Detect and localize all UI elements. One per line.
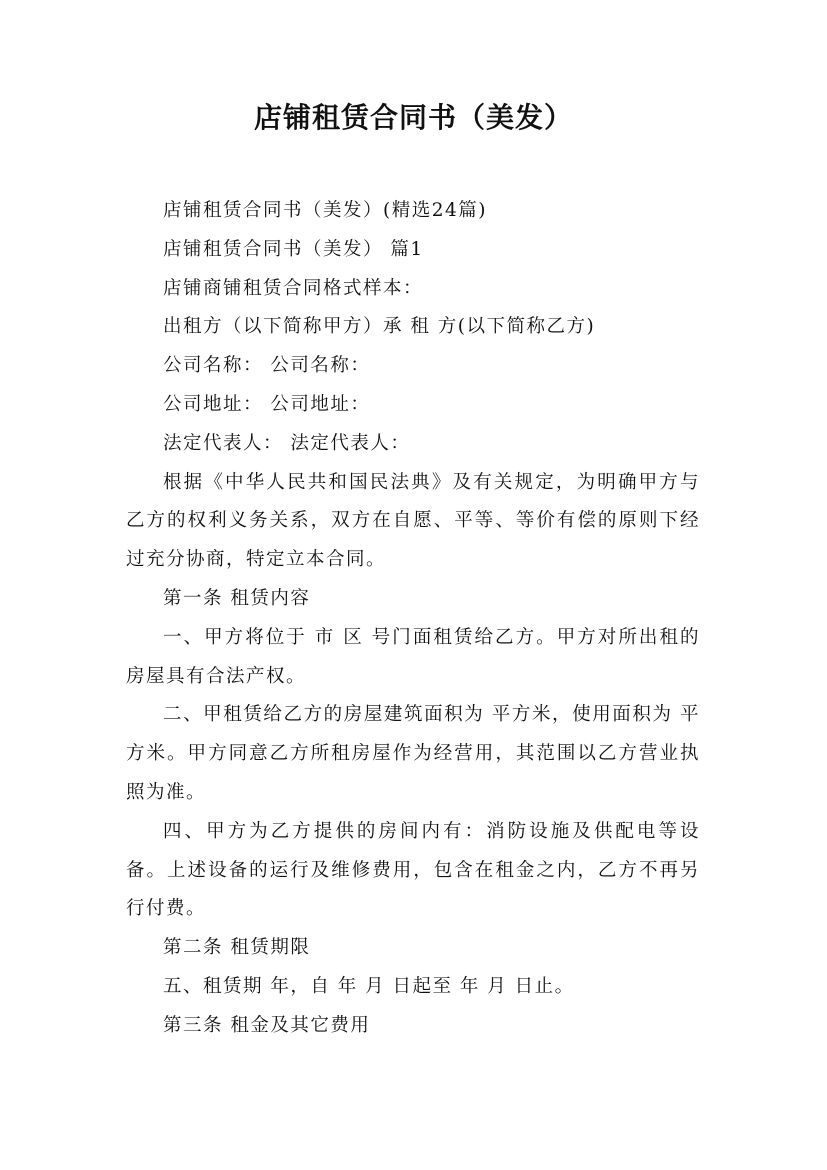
paragraph-6: 公司地址： 公司地址： bbox=[163, 393, 371, 415]
paragraph-5: 公司名称： 公司名称： bbox=[163, 355, 371, 377]
document-body bbox=[126, 192, 700, 1046]
paragraph-7: 法定代表人： 法定代表人： bbox=[163, 432, 411, 454]
paragraph-2: 店铺租赁合同书（美发） 篇1 bbox=[163, 238, 424, 260]
paragraph-15: 第三条 租金及其它费用 bbox=[163, 1014, 371, 1036]
paragraph-3: 店铺商铺租赁合同格式样本： bbox=[163, 277, 424, 299]
paragraph-10: 一、甲方将位于 市 区 号门面租赁给乙方。甲方对所出租的房屋具有合法产权。 bbox=[126, 626, 700, 687]
paragraph-11: 二、甲租赁给乙方的房屋建筑面积为 平方米，使用面积为 平方米。甲方同意乙方所租房屋作为经营用，其范围以乙方营业执照为准。 bbox=[126, 704, 700, 803]
paragraph-14: 五、租赁期 年，自 年 月 日起至 年 月 日止。 bbox=[163, 975, 575, 997]
paragraph-4: 出租方（以下简称甲方）承 租 方(以下简称乙方) bbox=[163, 316, 596, 338]
paragraph-13: 第二条 租赁期限 bbox=[163, 937, 311, 959]
paragraph-12: 四、甲方为乙方提供的房间内有：消防设施及供配电等设备。上述设备的运行及维修费用，包含在租金之内，乙方不再另行付费。 bbox=[126, 820, 700, 920]
paragraph-8: 根据《中华人民共和国民法典》及有关规定，为明确甲方与乙方的权利义务关系，双方在自愿、平等、等价有偿的原则下经过充分协商，特定立本合同。 bbox=[126, 471, 700, 571]
paragraph-9: 第一条 租赁内容 bbox=[163, 587, 311, 609]
paragraph-1: 店铺租赁合同书（美发）(精选24篇) bbox=[163, 200, 487, 221]
document-title: 店铺租赁合同书（美发） bbox=[253, 101, 573, 134]
